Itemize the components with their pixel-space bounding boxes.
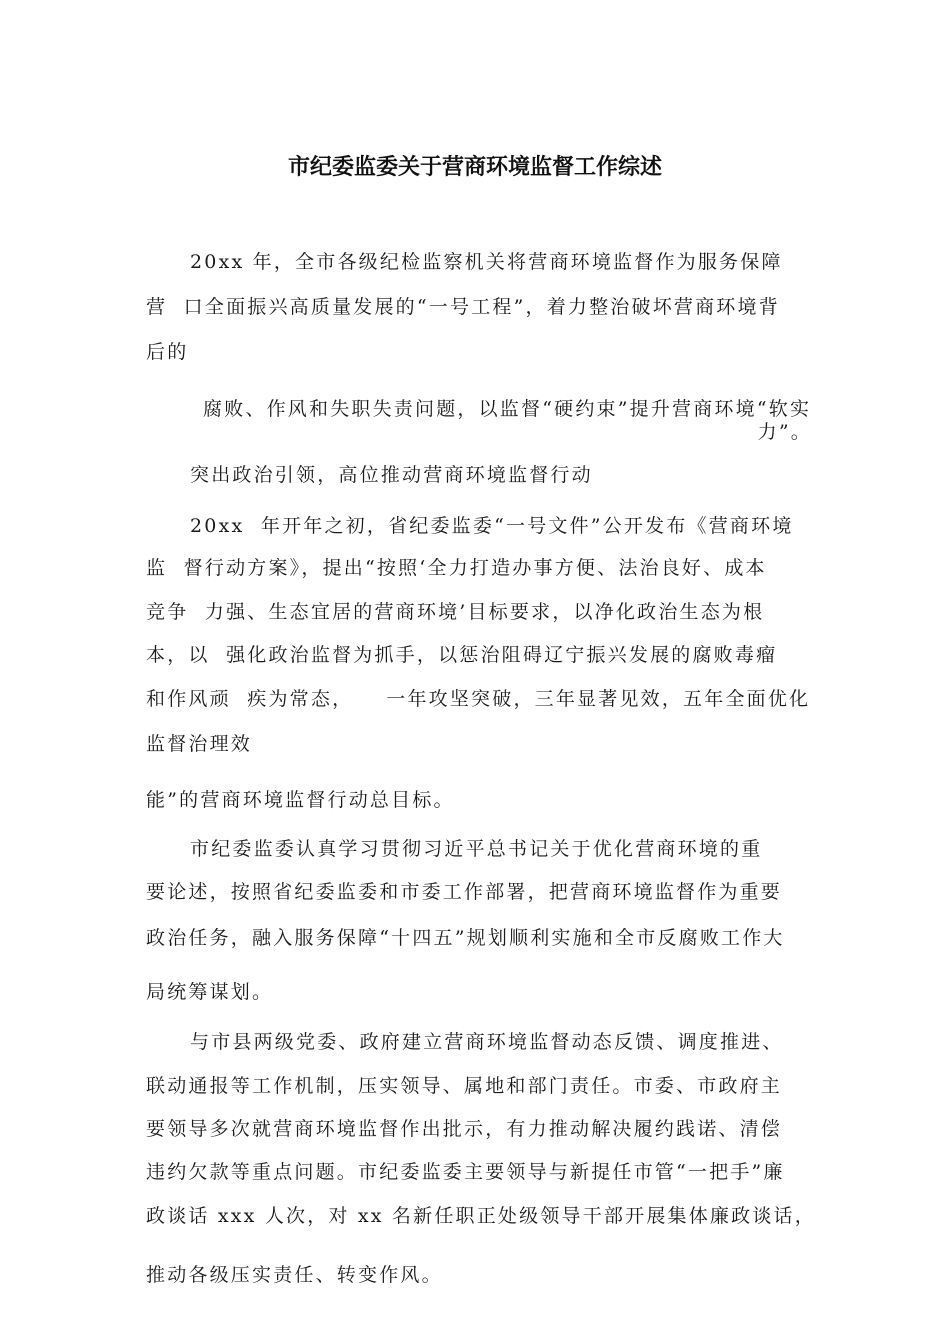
- document-title: 市纪委监委关于营商环境监督工作综述: [287, 155, 662, 180]
- paragraph-line: 局统筹谋划。: [146, 981, 274, 1003]
- paragraph-line: 能”的营商环境监督行动总目标。: [146, 789, 455, 811]
- paragraph-line: 和作风顽 疾为常态， 一年攻坚突破，三年显著见效，五年全面优化: [146, 688, 811, 710]
- paragraph-line: 腐败、作风和失职失责问题，以监督“硬约束”提升营商环境“软实: [203, 398, 812, 420]
- paragraph-line: 后的: [146, 341, 189, 363]
- paragraph-line: 监督治理效: [146, 733, 253, 755]
- paragraph-line: 市纪委监委认真学习贯彻习近平总书记关于优化营商环境的重: [190, 838, 763, 860]
- section-heading: 突出政治引领，高位推动营商环境监督行动: [190, 464, 593, 486]
- paragraph-line: 力”。: [757, 421, 812, 443]
- paragraph-line: 营 口全面振兴高质量发展的“一号工程”，着力整治破坏营商环境背: [146, 296, 780, 318]
- paragraph-line: 要论述，按照省纪委监委和市委工作部署，把营商环境监督作为重要: [146, 881, 783, 903]
- paragraph-line: 要领导多次就营商环境监督作出批示，有力推动解决履约践诺、清偿: [146, 1118, 783, 1140]
- paragraph-line: 违约欠款等重点问题。市纪委监委主要领导与新提任市管“一把手”廉: [146, 1161, 785, 1183]
- paragraph-line: 20xx 年，全市各级纪检监察机关将营商环境监督作为服务保障: [190, 251, 783, 273]
- paragraph-line: 本，以 强化政治监督为抓手，以惩治阻碍辽宁振兴发展的腐败毒瘤: [146, 644, 778, 666]
- paragraph-line: 联动通报等工作机制，压实领导、属地和部门责任。市委、市政府主: [146, 1075, 783, 1097]
- paragraph-line: 监 督行动方案》，提出“按照‘全力打造办事方便、法治良好、成本: [146, 557, 767, 579]
- paragraph-line: 竞争 力强、生态宜居的营商环境’目标要求，以净化政治生态为根: [146, 601, 765, 623]
- paragraph-line: 20xx 年开年之初，省纪委监委“一号文件”公开发布《营商环境: [190, 515, 794, 537]
- paragraph-line: 政谈话 xxx 人次，对 xx 名新任职正处级领导干部开展集体廉政谈话，: [146, 1205, 816, 1227]
- paragraph-line: 与市县两级党委、政府建立营商环境监督动态反馈、调度推进、: [190, 1031, 784, 1053]
- paragraph-line: 政治任务，融入服务保障“十四五”规划顺利实施和全市反腐败工作大: [146, 927, 785, 949]
- paragraph-line: 推动各级压实责任、转变作风。: [146, 1264, 443, 1286]
